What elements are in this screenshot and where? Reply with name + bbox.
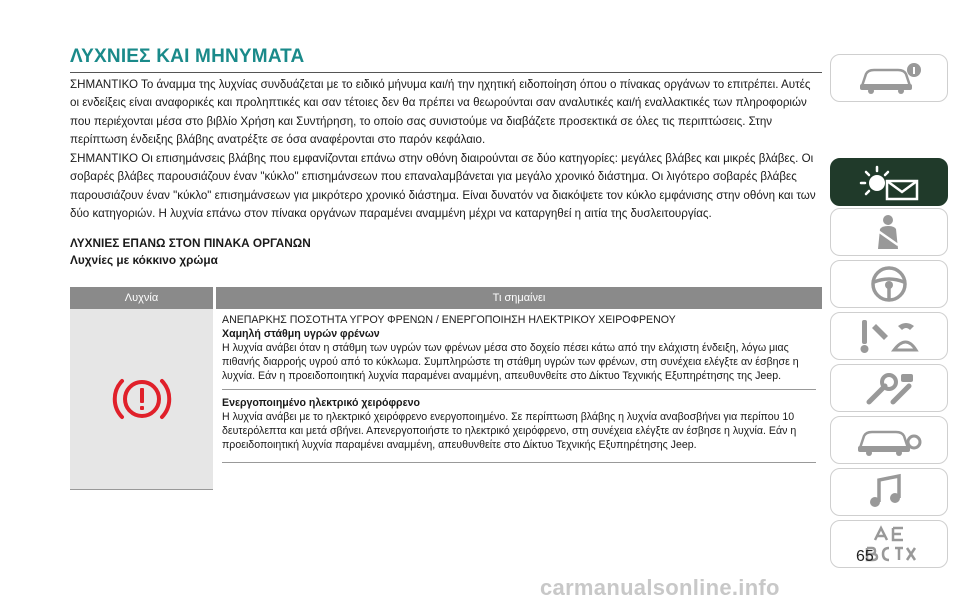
car-info-icon: [854, 60, 924, 96]
service-tools-icon: [859, 368, 919, 408]
page-number: 65: [856, 548, 874, 565]
seatbelt-safety-icon: [864, 213, 914, 251]
block1-text: Η λυχνία ανάβει όταν η στάθμη των υγρών των φρένων μέσα στο δοχείο πέσει κάτω από την ελάχιστη ένδειξη, λόγω μιας πιθανής διαρροής υγρού από το κύκλωμα. Συμπληρώστε τη στάθμη υγρών των φρένων, στη συνέχεια ελέγξτε αν έσβησε η λυχνία. Εάν η προειδοποιητική λυχνία παραμένει αναμμένη, απευθυνθείτε στο Δίκτυο Τεχνικής Εξυπηρέτησης της Jeep.: [222, 342, 799, 382]
block2-heading: Ενεργοποιημένο ηλεκτρικό χειρόφρενο: [222, 397, 420, 409]
table-header: [70, 287, 822, 309]
block2-text: Η λυχνία ανάβει με το ηλεκτρικό χειρόφρενο ενεργοποιημένο. Σε περίπτωση βλάβης η λυχνία αναβοσβήνει για περίπου 10 δευτερόλεπτα και μετά σβήνει. Απενεργοποιήστε το ηλεκτρικό χειρόφρενο, στη συνέχεια ελέγξτε αν έσβησε η λυχνία. Εάν η προειδοποιητική λυχνία παραμένει αναμμένη, απευθυνθείτε στο Δίκτυο Τεχνικής Εξυπηρέτησης Jeep.: [222, 411, 797, 451]
parking-brake-block: [222, 390, 816, 463]
page-title: ΛΥΧΝΙΕΣ ΚΑΙ ΜΗΝΥΜΑΤΑ: [70, 46, 305, 67]
warning-light-table: [70, 287, 822, 490]
low-brake-fluid-block: [222, 309, 816, 390]
specifications-icon: [854, 422, 924, 458]
tab-warning-lights[interactable]: [830, 158, 948, 206]
tab-multimedia[interactable]: [830, 468, 948, 516]
column-header-meaning: Τι σημαίνει: [213, 287, 822, 309]
warning-light-message-icon: [849, 163, 929, 201]
table-row: [70, 309, 822, 490]
tab-emergency[interactable]: [830, 312, 948, 360]
tab-safety[interactable]: [830, 208, 948, 256]
sub-title: Λυχνίες με κόκκινο χρώμα: [70, 253, 218, 267]
meaning-cell: [213, 309, 822, 490]
tab-driving[interactable]: [830, 260, 948, 308]
title-divider: [70, 72, 822, 73]
icon-cell: [70, 309, 213, 490]
block1-subheading: Χαμηλή στάθμη υγρών φρένων: [222, 328, 380, 340]
brake-warning-icon: [110, 369, 174, 429]
breakdown-triangle-icon: [854, 316, 924, 356]
intro-paragraph: ΣΗΜΑΝΤΙΚΟ Το άναμμα της λυχνίας συνδυάζεται με το ειδικό μήνυμα και/ή την ηχητική ειδοποίηση όπου ο πίνακας οργάνων το επιτρέπει. Αυτές οι ενδείξεις είναι αναφορικές και προληπτικές και σαν τέτοιες δεν θα πρέπει να θεωρούνται σαν αναλυτικές και/ή εναλλακτικές των πληροφοριών που περιέχονται μέσα στο βιβλίο Χρήση και Συντήρηση, το οποίο σας συνιστούμε να διαβάζετε προσεκτικά σε όλες τις περιπτώσεις. Στην περίπτωση ένδειξης βλάβης ανατρέξτε σε όσα αναφέρονται στο παρόν κεφάλαιο.: [70, 78, 811, 147]
steering-wheel-icon: [864, 264, 914, 304]
fault-paragraph: ΣΗΜΑΝΤΙΚΟ Οι επισημάνσεις βλάβης που εμφανίζονται επάνω στην οθόνη διαιρούνται σε δύο κατηγορίες: μεγάλες βλάβες και μικρές βλάβες. Οι σοβαρές βλάβες παρουσιάζουν έναν "κύκλο" επισημάνσεων που επαναλαμβάνεται για μεγάλο χρονικό διάστημα. Οι λιγότερο σοβαρές βλάβες παρουσιάζουν έναν "κύκλο" επισημάνσεων για μικρότερο χρονικό διάστημα. Είναι δυνατόν να διακόψετε τον κύκλο εμφάνισης στην οθόνη και των δύο κατηγοριών. Η λυχνία επάνω στον πίνακα οργάνων παραμένει αναμμένη μέχρι να καταργηθεί η αιτία της δυσλειτουργίας.: [70, 152, 816, 221]
section-title: ΛΥΧΝΙΕΣ ΕΠΑΝΩ ΣΤΟΝ ΠΙΝΑΚΑ ΟΡΓΑΝΩΝ: [70, 236, 311, 250]
column-header-light: Λυχνία: [124, 292, 159, 304]
tab-car-info[interactable]: [830, 54, 948, 102]
watermark: carmanualsonline.info: [540, 575, 780, 600]
tab-maintenance[interactable]: [830, 364, 948, 412]
multimedia-icon: [859, 472, 919, 512]
block1-heading: ΑΝΕΠΑΡΚΗΣ ΠΟΣΟΤΗΤΑ ΥΓΡΟΥ ΦΡΕΝΩΝ / ΕΝΕΡΓΟΠΟΙΗΣΗ ΗΛΕΚΤΡΙΚΟΥ ΧΕΙΡΟΦΡΕΝΟΥ: [222, 314, 676, 326]
tab-technical-data[interactable]: [830, 416, 948, 464]
tab-index[interactable]: [830, 520, 948, 568]
